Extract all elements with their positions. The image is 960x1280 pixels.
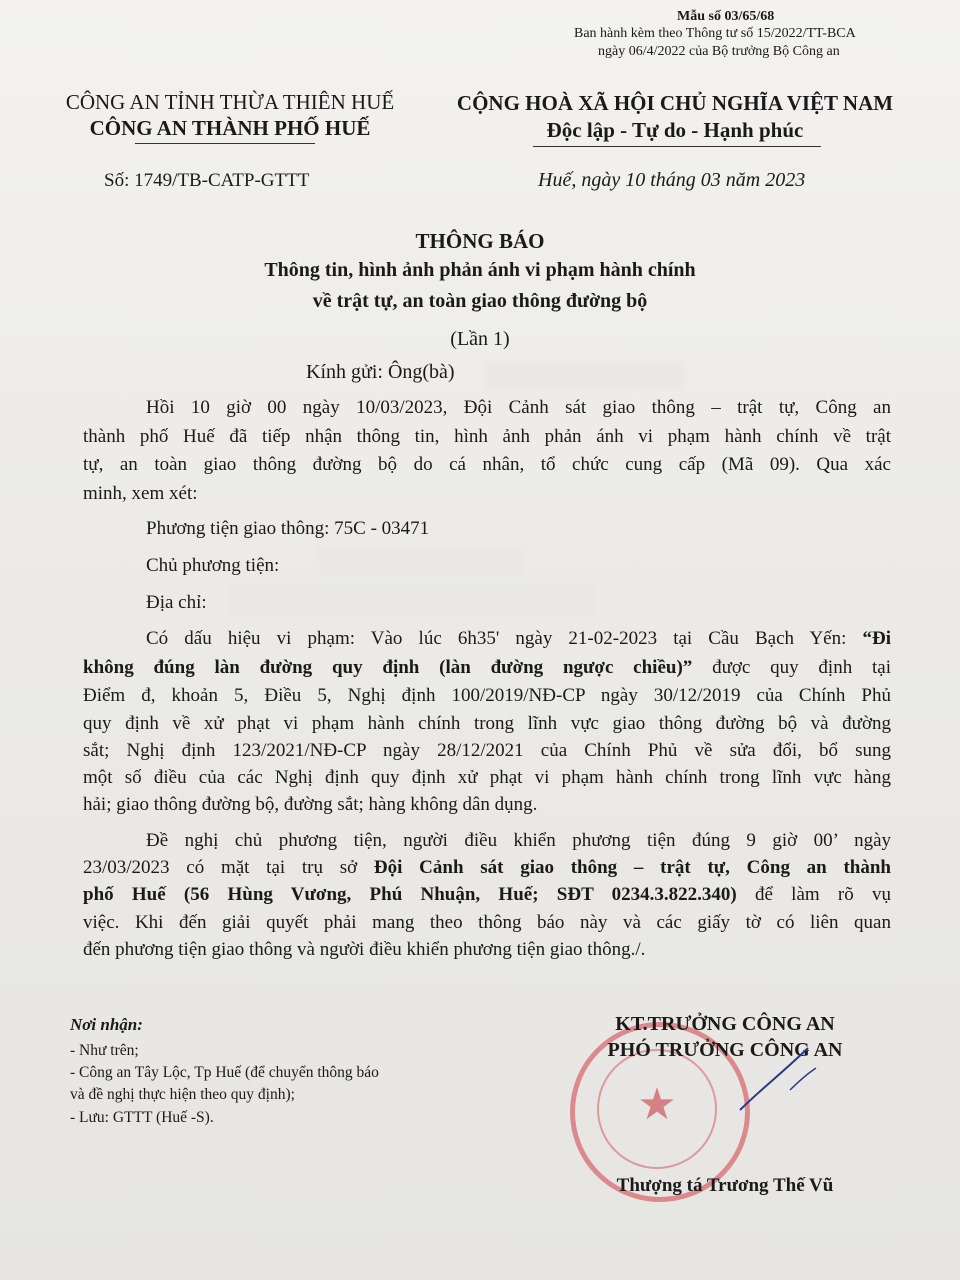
signing-title-2: PHÓ TRƯỞNG CÔNG AN [607, 1039, 843, 1061]
p1-line-1: Hồi 10 giờ 00 ngày 10/03/2023, Đội Cảnh sát giao thông – trật tự, Công an [146, 397, 891, 418]
recipients-heading: Nơi nhận: [70, 1015, 143, 1034]
agency-underline [135, 143, 315, 144]
p2-line-5: sắt; Nghị định 123/2021/NĐ-CP ngày 28/12/2021 của Chính Phủ về sửa đổi, bổ sung [83, 740, 891, 761]
p1-line-3: tự, an toàn giao thông đường bộ do cá nhân, tổ chức cung cấp (Mã 09). Qua xác [83, 454, 891, 475]
p2-line-3: Điểm đ, khoản 5, Điều 5, Nghị định 100/2019/NĐ-CP ngày 30/12/2019 của Chính Phủ [83, 685, 891, 706]
recipient-line-1: - Như trên; [70, 1042, 139, 1059]
national-motto: Độc lập - Tự do - Hạnh phúc [546, 118, 804, 142]
redacted-recipient [486, 362, 684, 388]
owner-label: Chủ phương tiện: [146, 555, 280, 576]
form-note-line1: Ban hành kèm theo Thông tư số 15/2022/TT-BCA [574, 26, 856, 41]
document-number: Số: 1749/TB-CATP-GTTT [104, 170, 310, 191]
p2-line-4: quy định về xử phạt vi phạm hành chính trong lĩnh vực giao thông đường bộ và đường [83, 713, 891, 734]
recipient-line-3: và đề nghị thực hiện theo quy định); [70, 1086, 295, 1103]
form-note-line2: ngày 06/4/2022 của Bộ trưởng Bộ Công an [598, 44, 840, 59]
signer-name: Thượng tá Trương Thế Vũ [616, 1175, 834, 1196]
form-number: Mẫu số 03/65/68 [677, 9, 775, 24]
place-date: Huế, ngày 10 tháng 03 năm 2023 [538, 169, 806, 191]
seal-inner-ring [597, 1049, 717, 1169]
attempt-number: (Lần 1) [450, 328, 510, 350]
p3-line-5: đến phương tiện giao thông và người điều khiển phương tiện giao thông./. [83, 939, 646, 960]
star-icon: ★ [637, 1080, 677, 1129]
p2-line-7: hải; giao thông đường bộ, đường sắt; hàng không dân dụng. [83, 794, 538, 815]
p2-line-1: Có dấu hiệu vi phạm: Vào lúc 6h35' ngày 21-02-2023 tại Cầu Bạch Yến: “Đi [146, 628, 891, 649]
recipient-line-4: - Lưu: GTTT (Huế -S). [70, 1109, 214, 1126]
p3-line-3: phố Huế (56 Hùng Vương, Phú Nhuận, Huế; SĐT 0234.3.822.340) để làm rõ vụ [83, 884, 891, 905]
p2-line-2: không đúng làn đường quy định (làn đường ngược chiều)” được quy định tại [83, 657, 891, 678]
p1-line-4: minh, xem xét: [83, 483, 198, 504]
p1-line-2: thành phố Huế đã tiếp nhận thông tin, hình ảnh phản ánh vi phạm hành chính về trật [83, 426, 891, 447]
nation-name: CỘNG HOÀ XÃ HỘI CHỦ NGHĨA VIỆT NAM [456, 91, 894, 115]
agency-name: CÔNG AN THÀNH PHỐ HUẾ [89, 116, 371, 140]
redacted-owner [318, 548, 524, 578]
document-title: THÔNG BÁO [415, 229, 545, 253]
vehicle-plate: Phương tiện giao thông: 75C - 03471 [146, 518, 430, 539]
document-subtitle-2: về trật tự, an toàn giao thông đường bộ [312, 290, 648, 312]
address-label: Địa chỉ: [146, 592, 207, 613]
signature-mark [730, 1040, 820, 1120]
redacted-address [228, 584, 596, 616]
p3-line-4: việc. Khi đến giải quyết phải mang theo thông báo này và các giấy tờ có liên quan [83, 912, 891, 933]
document-subtitle-1: Thông tin, hình ảnh phản ánh vi phạm hành chính [264, 259, 696, 281]
signing-title-1: KT.TRƯỞNG CÔNG AN [615, 1013, 835, 1035]
recipient-label: Kính gửi: Ông(bà) [306, 361, 455, 383]
p3-line-1: Đề nghị chủ phương tiện, người điều khiển phương tiện đúng 9 giờ 00’ ngày [146, 830, 891, 851]
p3-line-2: 23/03/2023 có mặt tại trụ sở Đội Cảnh sát giao thông – trật tự, Công an thành [83, 857, 892, 878]
p2-line-6: một số điều của các Nghị định quy định xử phạt vi phạm hành chính trong lĩnh vực hàng [83, 767, 891, 788]
motto-underline [533, 146, 821, 147]
recipient-line-2: - Công an Tây Lộc, Tp Huế (để chuyển thông báo [70, 1064, 379, 1081]
agency-parent: CÔNG AN TỈNH THỪA THIÊN HUẾ [65, 90, 395, 114]
